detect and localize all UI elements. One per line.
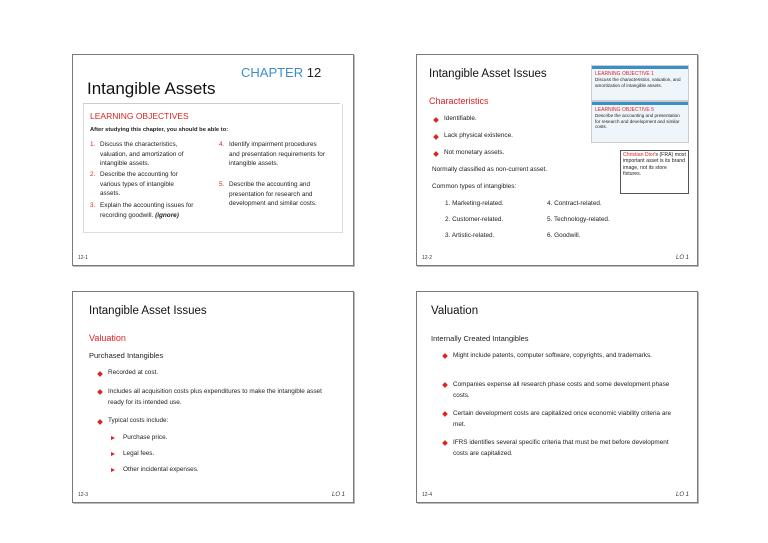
lo5-title: LEARNING OBJECTIVE 5 <box>595 107 654 113</box>
slide-title: Valuation <box>431 305 479 317</box>
sub-bullet-text: Purchase price. <box>123 434 168 441</box>
bullet-diamond-icon <box>442 440 448 446</box>
lo-bar <box>592 102 688 105</box>
objectives-heading: LEARNING OBJECTIVES <box>90 111 189 121</box>
bullet-diamond-icon <box>97 389 103 395</box>
objective-4: 4. Identify impairment procedures and presentation requirements for intangible assets. <box>219 141 325 167</box>
slide-title: Intangible Assets <box>87 79 216 98</box>
bullet-text: Typical costs include: <box>108 417 169 424</box>
bullet-diamond-icon <box>433 117 439 123</box>
slide-4 <box>416 291 698 503</box>
bullet-diamond-icon <box>442 353 448 359</box>
callout-text: 's (FRA) most important asset is its brand image, not its store fixtures. <box>623 152 686 178</box>
slide-2 <box>416 54 698 266</box>
learning-objective-5-box <box>591 101 689 143</box>
section-heading: Valuation <box>89 333 126 343</box>
type-item: 4. Contract-related. <box>547 200 602 207</box>
bullet-diamond-icon <box>433 134 439 140</box>
bullet-text: Includes all acquisition costs plus expenditures to make the intangible asset ready for its intended use. <box>108 388 322 406</box>
learning-objective-1-box <box>591 65 689 101</box>
common-types-heading: Common types of intangibles: <box>432 183 517 190</box>
bullet-text: Companies expense all research phase costs and some development phase costs. <box>453 381 670 399</box>
lo1-text: Discuss the characteristics, valuation, and amortization of intangible assets. <box>595 77 681 88</box>
sub-bullet-arrow-icon <box>111 452 115 456</box>
sub-bullet-text: Other incidental expenses. <box>123 466 199 473</box>
chapter-word: CHAPTER <box>241 65 304 80</box>
sub-bullet-arrow-icon <box>111 436 115 440</box>
bullet-diamond-icon <box>97 371 103 377</box>
lo-tag: LO 1 <box>675 255 689 261</box>
bullet-text: Not monetary assets. <box>444 149 505 156</box>
objective-2: 2. Describe the accounting for various types of intangible assets. <box>90 171 178 197</box>
objective-5: 5. Describe the accounting and presentation for research and development and similar costs. <box>219 181 317 207</box>
type-item: 3. Artistic-related. <box>445 232 495 239</box>
chapter-label <box>241 65 321 80</box>
section-heading: Characteristics <box>429 96 489 106</box>
sub-bullet-text: Legal fees. <box>123 450 155 457</box>
page-number: 12-3 <box>78 492 89 498</box>
lo-tag: LO 1 <box>331 492 345 498</box>
type-item: 1. Marketing-related. <box>445 200 504 207</box>
type-item: 5. Technology-related. <box>547 216 610 223</box>
slide-title: Intangible Asset Issues <box>89 305 207 317</box>
objective-1: 1. Discuss the characteristics, valuation, and amortization of intangible assets. <box>90 141 184 167</box>
objective-3-text: Explain the accounting issues for recording goodwill. (ignore) <box>100 202 194 219</box>
lo-tag: LO 1 <box>675 492 689 498</box>
type-item: 2. Customer-related. <box>445 216 504 223</box>
slide-1 <box>72 54 354 266</box>
slide-3 <box>72 291 354 503</box>
bullet-text: Lack physical existence. <box>444 132 513 139</box>
lo-bar <box>592 66 688 69</box>
subheading: Purchased Intangibles <box>89 351 164 360</box>
callout-box <box>620 150 689 194</box>
subheading: Internally Created Intangibles <box>431 334 529 343</box>
chapter-number: 12 <box>306 65 322 80</box>
ignore-note: (ignore) <box>155 211 179 219</box>
objectives-intro: After studying this chapter, you should be able to: <box>90 127 229 133</box>
bullet-text: Identifiable. <box>444 115 477 122</box>
sub-bullet-arrow-icon <box>111 468 115 472</box>
classification-text: Normally classified as non-current asset. <box>432 166 548 173</box>
bullet-text: IFRS identifies several specific criteria that must be met before development costs are capitalized. <box>453 439 669 457</box>
bullet-diamond-icon <box>442 411 448 417</box>
type-item: 6. Goodwill. <box>547 232 581 239</box>
lo5-text: Describe the accounting and presentation for research and development and similar costs. <box>595 113 680 130</box>
lo1-title: LEARNING OBJECTIVE 1 <box>595 71 654 77</box>
bullet-text: Might include patents, computer software, copyrights, and trademarks. <box>453 352 652 359</box>
bullet-diamond-icon <box>433 151 439 157</box>
page-number: 12-2 <box>422 255 433 261</box>
bullet-diamond-icon <box>97 419 103 425</box>
callout-brand: Christian Dior <box>623 152 655 158</box>
slide-title: Intangible Asset Issues <box>429 68 547 80</box>
bullet-text: Certain development costs are capitalized once economic viability criteria are met. <box>453 410 672 428</box>
page-number: 12-1 <box>78 255 89 261</box>
page-number: 12-4 <box>422 492 433 498</box>
bullet-diamond-icon <box>442 382 448 388</box>
bullet-text: Recorded at cost. <box>108 369 159 376</box>
objective-3: 3. Explain the accounting issues for recording goodwill. (ignore) <box>90 201 205 211</box>
